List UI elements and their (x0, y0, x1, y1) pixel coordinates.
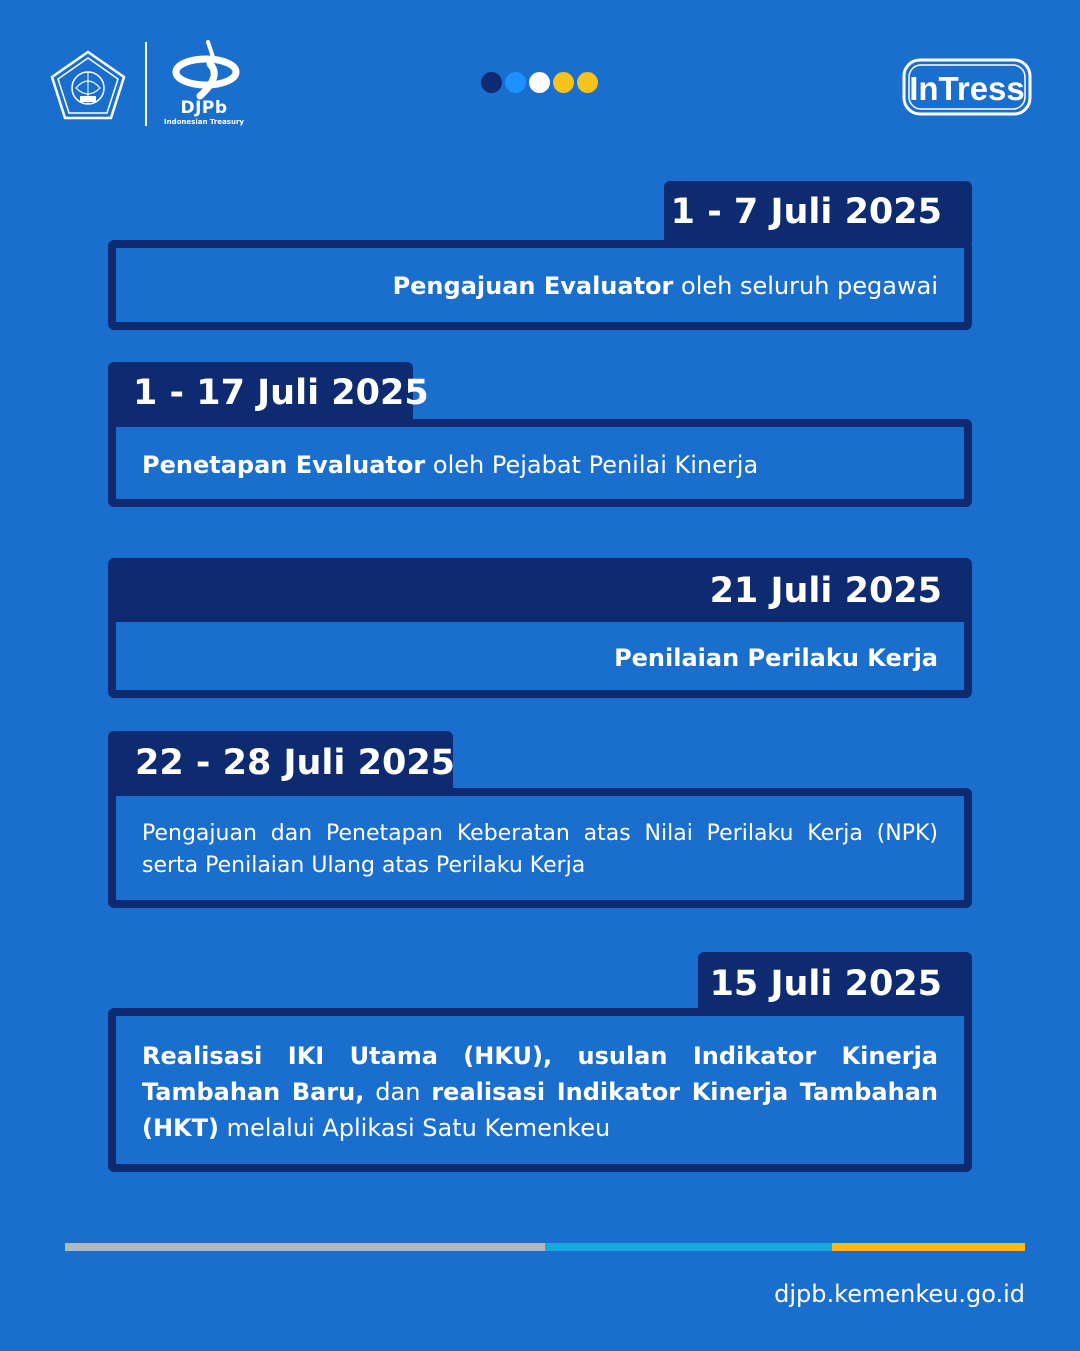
djpb-tagline: Indonesian Treasury (164, 118, 244, 126)
page-indicator-dots (481, 72, 598, 94)
website-link[interactable]: djpb.kemenkeu.go.id (774, 1280, 1025, 1308)
footer-color-bar (65, 1243, 1025, 1251)
page-dot-1 (481, 72, 502, 93)
schedule-box-5 (108, 1008, 972, 1172)
schedule-desc-5 (142, 1038, 938, 1146)
schedule-desc-4: Pengajuan dan Penetapan Keberatan atas Nilai Perilaku Kerja (NPK) serta Penilaian Ulang atas Perilaku Kerja (142, 821, 938, 878)
desc-bold: Pengajuan Evaluator (392, 272, 674, 300)
djpb-name: DJPb (180, 98, 228, 118)
djpb-logo (166, 40, 246, 130)
date-label: 21 Juli 2025 (709, 570, 942, 611)
header-divider (145, 42, 147, 126)
date-label: 15 Juli 2025 (709, 963, 942, 1004)
schedule-desc-1 (142, 272, 938, 300)
date-label: 1 - 7 Juli 2025 (670, 191, 942, 232)
schedule-box-3 (108, 616, 972, 698)
desc-text-1: dan (364, 1078, 432, 1106)
desc-text: oleh seluruh pegawai (673, 272, 938, 300)
page-dot-4 (553, 72, 574, 93)
schedule-box-2 (108, 419, 972, 507)
desc-bold: Penetapan Evaluator (142, 451, 426, 479)
desc-bold: Penilaian Perilaku Kerja (614, 644, 938, 672)
schedule-date-5 (698, 952, 972, 1016)
page-dot-3 (529, 72, 550, 93)
page-dot-5 (577, 72, 598, 93)
kemenkeu-logo (50, 50, 126, 120)
intress-logo-icon (900, 56, 1034, 118)
footer-bar-yellow (832, 1243, 1025, 1251)
desc-bold-2: realisasi Indikator Kinerja Tambahan (HKT) (142, 1078, 938, 1142)
desc-bold-1: Realisasi IKI Utama (HKU), usulan Indikator Kinerja Tambahan Baru, (142, 1042, 938, 1106)
schedule-date-4 (108, 731, 456, 795)
desc-text: oleh Pejabat Penilai Kinerja (425, 451, 759, 479)
schedule-date-1 (664, 181, 972, 243)
schedule-desc-3 (142, 644, 938, 672)
intress-logo-text: InTress (909, 70, 1025, 107)
desc-text-2: melalui Aplikasi Satu Kemenkeu (219, 1114, 611, 1142)
footer-bar-cyan (545, 1243, 832, 1251)
schedule-desc-2 (142, 451, 938, 479)
djpb-swoosh-icon (170, 40, 242, 100)
kemenkeu-emblem-icon (50, 50, 126, 120)
schedule-box-4 (108, 788, 972, 908)
schedule-box-1 (108, 240, 972, 330)
intress-logo (900, 56, 1034, 118)
footer-bar-gray (65, 1243, 545, 1251)
date-label: 1 - 17 Juli 2025 (133, 372, 429, 413)
schedule-date-2 (108, 362, 429, 424)
page-dot-2 (505, 72, 526, 93)
date-label: 22 - 28 Juli 2025 (135, 742, 456, 783)
schedule-date-3 (108, 558, 972, 624)
